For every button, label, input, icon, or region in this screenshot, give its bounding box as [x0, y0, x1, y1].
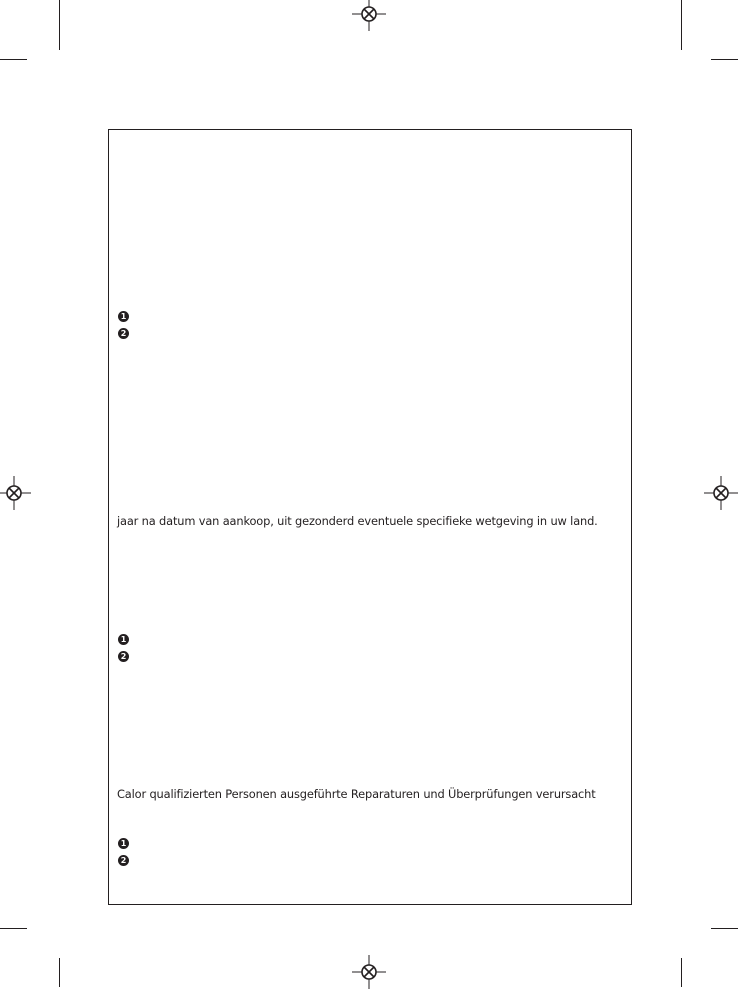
registration-mark-bottom-icon: [352, 955, 386, 989]
registration-mark-left-icon: [0, 476, 31, 510]
registration-mark-right-icon: [704, 476, 738, 510]
crop-mark-bottom-right-v: [681, 958, 682, 987]
crop-mark-bottom-left-h: [0, 928, 27, 929]
crop-mark-top-right-h: [711, 59, 738, 60]
registration-mark-top-icon: [352, 0, 386, 31]
crop-mark-top-right-v: [681, 0, 682, 50]
crop-mark-bottom-right-h: [711, 928, 738, 929]
german-text-line: Calor qualifizierten Personen ausgeführte Reparaturen und Überprüfungen verursacht: [117, 787, 596, 801]
marker-2-section-2: 2: [118, 651, 129, 662]
marker-1-section-3: 1: [118, 838, 129, 849]
marker-1-section-1: 1: [118, 311, 129, 322]
marker-2-section-1: 2: [118, 328, 129, 339]
crop-mark-top-left-h: [0, 59, 27, 60]
marker-2-section-3: 2: [118, 855, 129, 866]
marker-1-section-2: 1: [118, 634, 129, 645]
crop-mark-bottom-left-v: [59, 958, 60, 987]
crop-mark-top-left-v: [59, 0, 60, 50]
dutch-text-line: jaar na datum van aankoop, uit gezonderd eventuele specifieke wetgeving in uw land.: [117, 514, 598, 528]
